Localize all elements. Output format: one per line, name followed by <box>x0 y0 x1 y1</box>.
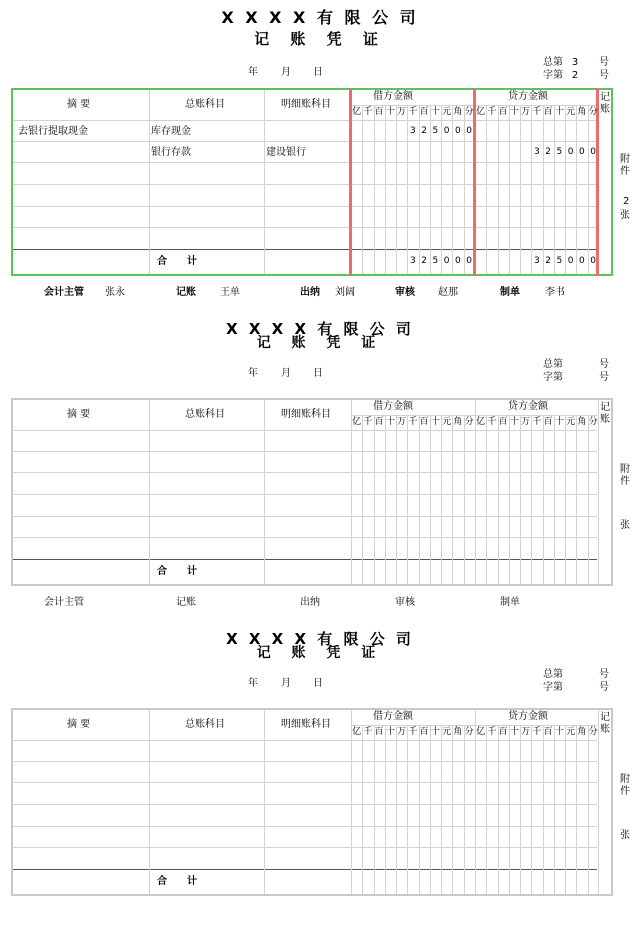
row-detail-account[interactable]: 建设银行 <box>266 147 306 158</box>
total-credit-digit: 2 <box>545 256 551 266</box>
digit-header: 百 <box>498 107 508 117</box>
word-number <box>543 373 609 383</box>
column-divider <box>509 105 510 274</box>
digit-header: 万 <box>521 417 531 427</box>
digit-header: 千 <box>532 727 542 737</box>
row-general-account[interactable]: 库存现金 <box>151 126 191 137</box>
digit-header: 百 <box>498 417 508 427</box>
signature-label: 审核 <box>395 287 415 298</box>
column-divider <box>149 400 150 584</box>
column-divider <box>441 415 442 584</box>
word-number-label: 字第 <box>543 70 563 81</box>
column-divider <box>362 415 363 584</box>
column-divider <box>362 725 363 894</box>
digit-header: 亿 <box>476 417 486 427</box>
column-divider <box>407 725 408 894</box>
voucher-2 <box>0 320 640 620</box>
digit-header: 百 <box>419 727 429 737</box>
digit-header: 十 <box>430 727 440 737</box>
header-summary: 摘 要 <box>67 719 91 730</box>
word-number <box>543 683 609 693</box>
word-number-label: 字第 <box>543 682 563 693</box>
column-divider <box>520 725 521 894</box>
digit-header: 十 <box>509 417 519 427</box>
digit-header: 十 <box>385 417 395 427</box>
digit-header: 千 <box>408 727 418 737</box>
column-divider <box>520 105 521 274</box>
total-debit-digit: 5 <box>432 256 439 266</box>
column-divider <box>576 725 577 894</box>
digit-header: 十 <box>554 417 564 427</box>
attachment-label-line: 件 <box>620 786 630 797</box>
column-divider <box>576 415 577 584</box>
total-number <box>543 58 609 68</box>
digit-header: 万 <box>521 727 531 737</box>
digit-header: 角 <box>453 417 463 427</box>
date-year-label: 年 <box>248 67 258 78</box>
header-summary: 摘 要 <box>67 409 91 420</box>
voucher-title: 记 账 凭 证 <box>256 645 384 661</box>
date-year-label: 年 <box>248 678 258 689</box>
column-divider <box>264 710 265 894</box>
debit-digit: 0 <box>443 126 450 136</box>
column-divider <box>385 105 386 274</box>
total-number-value: 3 <box>571 57 579 68</box>
digit-header: 千 <box>408 107 418 117</box>
signature-label: 制单 <box>500 597 520 608</box>
column-divider <box>565 725 566 894</box>
attachment-label-line: 件 <box>620 476 630 487</box>
header-detail-account: 明细账科目 <box>281 409 331 420</box>
signature-label: 会计主管 <box>44 287 84 298</box>
digit-header: 千 <box>408 417 418 427</box>
digit-header: 百 <box>543 417 553 427</box>
column-divider <box>498 415 499 584</box>
digit-header: 百 <box>374 107 384 117</box>
voucher-title: 记 账 凭 证 <box>254 30 386 48</box>
column-divider <box>598 710 599 894</box>
sheet-suffix: 张 <box>620 210 630 221</box>
signature-label: 出纳 <box>300 287 320 298</box>
date-day-label: 日 <box>313 678 323 689</box>
signature-label: 会计主管 <box>44 597 84 608</box>
header-posting: 账 <box>600 414 610 425</box>
column-divider <box>419 415 420 584</box>
signature-label: 记账 <box>176 597 196 608</box>
column-divider <box>509 725 510 894</box>
header-general-account: 总账科目 <box>185 99 225 110</box>
total-credit-digit: 0 <box>579 256 585 266</box>
column-divider <box>543 415 544 584</box>
digit-header: 元 <box>442 107 452 117</box>
attachment-label <box>620 154 630 178</box>
header-detail-account: 明细账科目 <box>281 719 331 730</box>
digit-header: 十 <box>554 107 564 117</box>
digit-header: 角 <box>453 727 463 737</box>
digit-header: 千 <box>532 107 542 117</box>
header-posting: 账 <box>600 724 610 735</box>
header-posting: 记 <box>600 402 610 413</box>
total-credit-digit: 0 <box>590 256 596 266</box>
digit-header: 亿 <box>476 107 486 117</box>
column-divider <box>486 725 487 894</box>
row-divider <box>351 725 597 726</box>
digit-header: 千 <box>363 417 373 427</box>
total-credit-digit: 0 <box>567 256 574 266</box>
word-number-label: 字第 <box>543 372 563 383</box>
date-year-label: 年 <box>248 368 258 379</box>
column-divider <box>430 725 431 894</box>
voucher-table <box>11 88 613 276</box>
column-divider <box>385 725 386 894</box>
word-number-suffix: 号 <box>599 70 609 81</box>
debit-digit: 0 <box>455 126 461 136</box>
digit-header: 角 <box>577 727 587 737</box>
row-general-account[interactable]: 银行存款 <box>151 147 191 158</box>
total-number-label: 总第 <box>543 359 563 370</box>
total-number-suffix: 号 <box>599 359 609 370</box>
credit-digit: 0 <box>567 147 574 157</box>
column-divider <box>543 105 544 274</box>
digit-header: 元 <box>442 727 452 737</box>
digit-header: 分 <box>464 107 474 117</box>
digit-header: 角 <box>577 417 587 427</box>
header-detail-account: 明细账科目 <box>281 99 331 110</box>
signature-name[interactable]: 刘阔 <box>335 287 355 298</box>
digit-header: 万 <box>397 107 407 117</box>
signature-label: 出纳 <box>300 597 320 608</box>
digit-header: 角 <box>577 107 587 117</box>
signature-name[interactable]: 王单 <box>220 287 240 298</box>
digit-header: 十 <box>385 107 395 117</box>
column-divider <box>475 400 476 584</box>
column-divider <box>351 710 352 894</box>
voucher-table <box>11 708 613 896</box>
date-month-label: 月 <box>281 678 291 689</box>
column-divider <box>498 105 499 274</box>
signature-name[interactable]: 张永 <box>105 287 125 298</box>
column-divider <box>486 105 487 274</box>
total-debit-digit: 2 <box>421 256 427 266</box>
column-divider <box>264 400 265 584</box>
total-row-label: 合 计 <box>157 256 197 267</box>
signature-label: 审核 <box>395 597 415 608</box>
date-day-label: 日 <box>313 368 323 379</box>
credit-digit: 0 <box>579 147 585 157</box>
attachment-label-line: 附 <box>620 154 630 165</box>
row-summary[interactable]: 去银行提取现金 <box>18 126 88 137</box>
total-number-label: 总第 <box>543 669 563 680</box>
header-general-account: 总账科目 <box>185 719 225 730</box>
voucher-table <box>11 398 613 586</box>
column-divider <box>452 725 453 894</box>
column-divider <box>598 400 599 584</box>
digit-header: 百 <box>419 107 429 117</box>
digit-header: 万 <box>521 107 531 117</box>
column-divider <box>396 415 397 584</box>
column-divider <box>362 105 363 274</box>
column-divider <box>531 415 532 584</box>
debit-digit: 5 <box>432 126 439 136</box>
debit-digit: 0 <box>466 126 472 136</box>
voucher-3 <box>0 630 640 930</box>
total-debit-digit: 3 <box>410 256 416 266</box>
total-number-suffix: 号 <box>599 669 609 680</box>
digit-header: 千 <box>487 727 497 737</box>
company-title: X X X X 有 限 公 司 <box>226 630 414 648</box>
signature-label: 制单 <box>500 287 520 298</box>
digit-header: 十 <box>430 107 440 117</box>
digit-header: 分 <box>588 417 598 427</box>
digit-header: 分 <box>464 727 474 737</box>
header-debit: 借方金额 <box>373 91 413 102</box>
column-divider <box>396 105 397 274</box>
total-row-label: 合 计 <box>157 566 197 577</box>
digit-header: 千 <box>487 107 497 117</box>
column-divider <box>520 415 521 584</box>
header-posting: 记 <box>600 92 610 103</box>
header-posting: 账 <box>600 104 610 115</box>
word-number-value: 2 <box>571 70 579 81</box>
header-debit: 借方金额 <box>373 401 413 412</box>
column-divider <box>464 725 465 894</box>
digit-header: 亿 <box>352 417 362 427</box>
signature-name[interactable]: 李书 <box>545 287 565 298</box>
column-divider <box>374 105 375 274</box>
digit-header: 百 <box>498 727 508 737</box>
column-divider <box>149 90 150 274</box>
digit-header: 十 <box>509 727 519 737</box>
column-divider <box>554 105 555 274</box>
total-number <box>543 360 609 370</box>
column-divider <box>565 415 566 584</box>
total-debit-digit: 0 <box>466 256 472 266</box>
total-debit-digit: 0 <box>455 256 461 266</box>
total-credit-digit: 3 <box>534 256 540 266</box>
digit-header: 元 <box>566 417 576 427</box>
column-divider <box>588 105 589 274</box>
column-divider <box>588 725 589 894</box>
total-number-suffix: 号 <box>599 57 609 68</box>
digit-header: 十 <box>554 727 564 737</box>
header-debit: 借方金额 <box>373 711 413 722</box>
total-credit-digit: 5 <box>556 256 563 266</box>
debit-digit: 2 <box>421 126 427 136</box>
total-row-label: 合 计 <box>157 876 197 887</box>
credit-digit: 3 <box>534 147 540 157</box>
header-posting: 记 <box>600 712 610 723</box>
digit-header: 百 <box>543 727 553 737</box>
column-divider <box>464 415 465 584</box>
debit-digit: 3 <box>410 126 416 136</box>
digit-header: 万 <box>397 727 407 737</box>
total-number-label: 总第 <box>543 57 563 68</box>
attachment-count: 2 <box>623 196 630 207</box>
signature-label: 记账 <box>176 287 196 298</box>
word-number-suffix: 号 <box>599 682 609 693</box>
column-divider <box>374 725 375 894</box>
column-divider <box>441 725 442 894</box>
digit-header: 万 <box>397 417 407 427</box>
credit-digit: 0 <box>590 147 596 157</box>
row-divider <box>351 415 597 416</box>
digit-header: 分 <box>464 417 474 427</box>
column-divider <box>149 710 150 894</box>
digit-header: 亿 <box>352 727 362 737</box>
column-divider <box>430 415 431 584</box>
digit-header: 元 <box>442 417 452 427</box>
column-divider <box>565 105 566 274</box>
column-divider <box>419 725 420 894</box>
column-divider <box>588 415 589 584</box>
attachment-label-line: 件 <box>620 166 630 177</box>
digit-header: 亿 <box>476 727 486 737</box>
total-number <box>543 670 609 680</box>
digit-header: 百 <box>419 417 429 427</box>
digit-header: 元 <box>566 107 576 117</box>
column-divider <box>509 415 510 584</box>
voucher-1 <box>0 8 640 308</box>
attachment-label <box>620 774 630 798</box>
header-credit: 贷方金额 <box>508 711 548 722</box>
column-divider <box>486 415 487 584</box>
sheet-suffix: 张 <box>620 830 630 841</box>
date-day-label: 日 <box>313 67 323 78</box>
digit-header: 元 <box>566 727 576 737</box>
digit-header: 十 <box>509 107 519 117</box>
column-divider <box>554 415 555 584</box>
column-divider <box>554 725 555 894</box>
company-title: X X X X 有 限 公 司 <box>221 8 419 27</box>
digit-header: 千 <box>532 417 542 427</box>
column-divider <box>543 725 544 894</box>
date-month-label: 月 <box>281 368 291 379</box>
attachment-label <box>620 464 630 488</box>
header-general-account: 总账科目 <box>185 409 225 420</box>
digit-header: 亿 <box>352 107 362 117</box>
digit-header: 十 <box>430 417 440 427</box>
column-divider <box>475 710 476 894</box>
word-number-suffix: 号 <box>599 372 609 383</box>
digit-header: 百 <box>374 417 384 427</box>
column-divider <box>351 400 352 584</box>
column-divider <box>264 90 265 274</box>
digit-header: 千 <box>363 107 373 117</box>
company-title: X X X X 有 限 公 司 <box>226 320 414 338</box>
column-divider <box>396 725 397 894</box>
credit-digit: 5 <box>556 147 563 157</box>
digit-header: 百 <box>374 727 384 737</box>
signature-name[interactable]: 赵那 <box>438 287 458 298</box>
digit-header: 分 <box>588 107 598 117</box>
total-debit-digit: 0 <box>443 256 450 266</box>
digit-header: 千 <box>487 417 497 427</box>
attachment-label-line: 附 <box>620 464 630 475</box>
column-divider <box>531 725 532 894</box>
column-divider <box>498 725 499 894</box>
digit-header: 千 <box>363 727 373 737</box>
voucher-title: 记 账 凭 证 <box>256 335 384 351</box>
column-divider <box>531 105 532 274</box>
column-divider <box>576 105 577 274</box>
attachment-label-line: 附 <box>620 774 630 785</box>
digit-header: 百 <box>543 107 553 117</box>
digit-header: 分 <box>588 727 598 737</box>
date-month-label: 月 <box>281 67 291 78</box>
header-summary: 摘 要 <box>67 99 91 110</box>
column-divider <box>385 415 386 584</box>
digit-header: 十 <box>385 727 395 737</box>
credit-digit: 2 <box>545 147 551 157</box>
header-credit: 贷方金额 <box>508 91 548 102</box>
sheet-suffix: 张 <box>620 520 630 531</box>
header-credit: 贷方金额 <box>508 401 548 412</box>
column-divider <box>452 415 453 584</box>
digit-header: 角 <box>453 107 463 117</box>
column-divider <box>407 415 408 584</box>
column-divider <box>374 415 375 584</box>
word-number <box>543 71 609 81</box>
